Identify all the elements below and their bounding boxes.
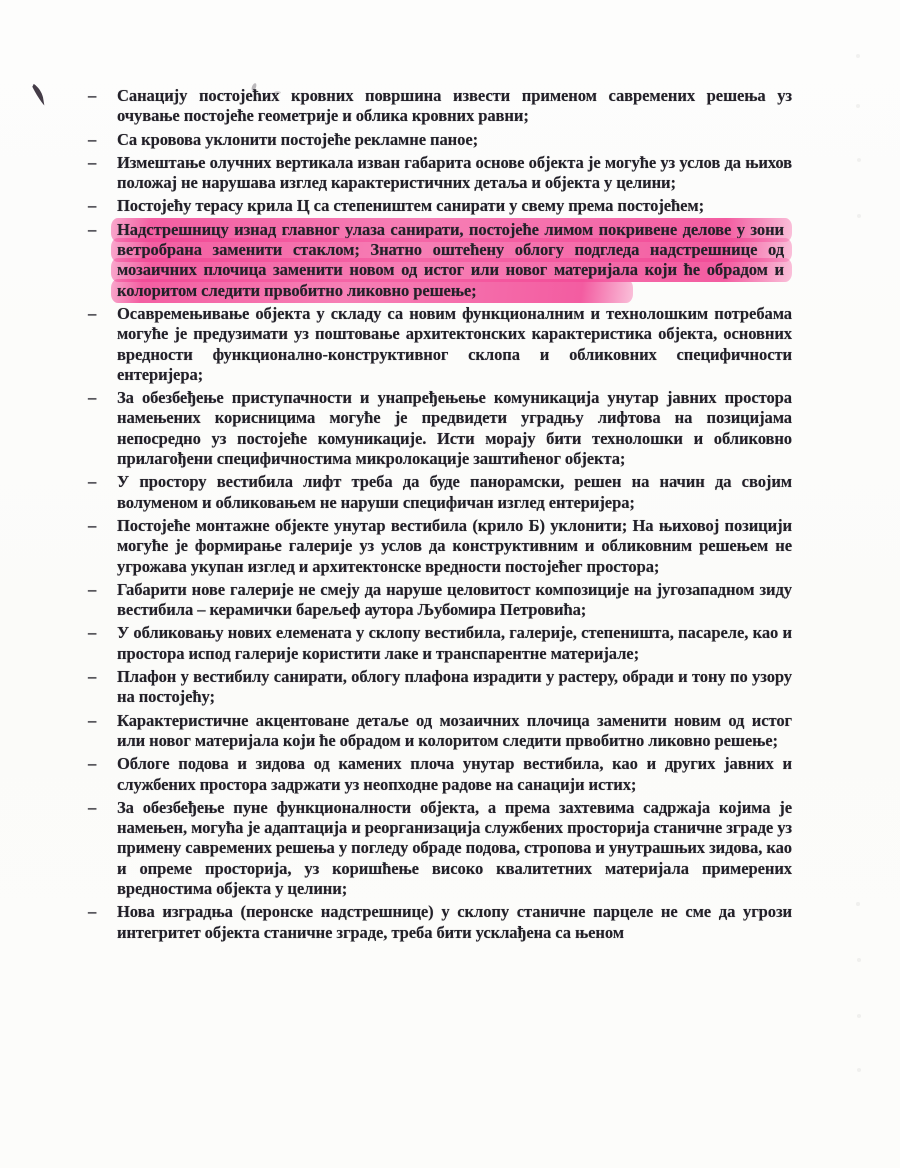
bullet-text: Осавремењивање објекта у складу са новим функционалним и технолошким потребама могуће је предузимати уз поштовање архитектонских карактеристика објекта, основних вредности функционално-конструктивног склопа и обликовних специфичности ентеријера;	[117, 303, 792, 384]
list-item	[88, 388, 792, 469]
bullet-text: Постојећу терасу крила Ц са степеништем санирати у свему према постојећем;	[117, 196, 705, 216]
scan-speck	[857, 158, 861, 162]
list-item	[88, 711, 792, 752]
bullet-dash-icon: –	[88, 623, 97, 643]
bullet-dash-icon: –	[88, 667, 97, 687]
bullet-text	[117, 220, 792, 301]
list-item	[88, 754, 792, 795]
bullet-text: Измештање олучних вертикала изван габарита основе објекта је могуће уз услов да њихов положај не нарушава изглед карактеристичних детаља и објекта у целини;	[117, 152, 792, 193]
bullet-text: Габарити нове галерије не смеју да наруше целовитост композиције на југозападном зиду вестибила – керамички барељеф аутора Љубомира Петровића;	[117, 579, 792, 620]
bullet-dash-icon: –	[88, 219, 97, 239]
list-item	[88, 304, 792, 385]
bullet-dash-icon: –	[88, 86, 97, 105]
list-item	[88, 623, 792, 664]
list-item	[88, 667, 792, 708]
bullet-dash-icon: –	[88, 129, 97, 149]
bullet-text: Карактеристичне акцентоване детаље од мозаичних плочица заменити новим од истог или новог материјала који ће обрадом и колоритом следити првобитно ликовно решење;	[117, 710, 792, 750]
bullet-text: За обезбеђење приступачности и унапређењење комуникација унутар јавних простора намењених корисницима могуће је предвидети уградњу лифтова на позицијама непосредно уз постојеће комуникације. Исти морају бити технолошки и обликовно прилагођени специфичностима микролокације заштићеног објекта;	[117, 388, 792, 469]
bullet-text: Нова изградња (перонске надстрешнице) у склопу станичне парцеле не сме да угрози интегритет објекта станичне зграде, треба бити усклађена са њеном	[117, 902, 792, 942]
scan-speck	[857, 1014, 861, 1018]
bullet-dash-icon: –	[88, 472, 97, 492]
bullet-dash-icon: –	[88, 710, 97, 730]
bullet-dash-icon: –	[88, 515, 97, 535]
bullet-dash-icon: –	[88, 152, 97, 172]
scan-speck	[856, 104, 860, 108]
bullet-dash-icon: –	[88, 797, 97, 817]
list-item	[88, 902, 792, 943]
scan-speck	[856, 902, 860, 906]
bullet-text: У обликовању нових елемената у склопу вестибила, галерије, степеништа, пасареле, као и простора испод галерије користити лаке и транспарентне материјале;	[117, 623, 792, 663]
list-item	[88, 580, 792, 621]
bullet-text: У простору вестибила лифт треба да буде панорамски, решен на начин да својим волуменом и обликовањем не наруши специфичан изглед ентеријера;	[117, 472, 792, 512]
bullet-dash-icon: –	[88, 388, 97, 408]
list-item	[88, 220, 792, 301]
bullet-text: Са кровова уклонити постојеће рекламне паное;	[117, 129, 479, 149]
list-item	[88, 130, 792, 150]
bullet-text: Плафон у вестибилу санирати, облогу плафона израдити у растеру, обради и тону по узору на постојећу;	[117, 667, 792, 707]
bullet-dash-icon: –	[88, 754, 97, 774]
list-item	[88, 86, 792, 127]
scan-speck	[857, 958, 861, 962]
bullet-dash-icon: –	[88, 303, 97, 323]
scan-speck	[857, 214, 861, 218]
scan-speck	[856, 54, 860, 58]
bullet-dash-icon: –	[88, 196, 97, 216]
bullet-text: Санацију постојећих кровних површина извести применом савремених решења уз очување постојеће геометрије и облика кровних равни;	[117, 86, 792, 126]
list-item	[88, 516, 792, 577]
requirements-list	[88, 86, 792, 943]
bullet-dash-icon: –	[88, 579, 97, 599]
scan-speck	[857, 1068, 861, 1072]
bullet-text: За обезбеђење пуне функционалности објекта, а према захтевима садржаја којима је намењен, могућа је адаптација и реорганизација службених просторија станичне зграде уз примену савремених решења у погледу обраде подова, стропова и унутрашњих зидова, као и опреме просторија, уз коришћење високо квалитетних материјала примерених вредностима објекта у целини;	[117, 797, 792, 898]
bullet-text: Постојеће монтажне објекте унутар вестибила (крило Б) уклонити; На њиховој позицији могуће је формирање галерије уз услов да конструктивним и обликовним решењем не угрожава укупан изглед и архитектонске вредности постојећег простора;	[117, 515, 792, 576]
list-item	[88, 798, 792, 899]
bullet-dash-icon: –	[88, 902, 97, 922]
list-item	[88, 153, 792, 194]
ink-tick-mark	[28, 83, 53, 112]
highlighted-passage-text: Надстрешницу изнад главног улаза санирати, постојеће лимом покривене делове у зони ветробрана заменити стаклом; Знатно оштећену облогу подгледа надстрешнице од мозаичних плочица заменити новом од истог или новог материјала који ће обрадом и колоритом следити првобитно ликовно решење;	[117, 219, 784, 300]
list-item	[88, 472, 792, 513]
list-item	[88, 196, 792, 216]
bullet-text: Облоге подова и зидова од камених плоча унутар вестибила, као и других јавних и службених простора задржати уз неопходне радове на санацији истих;	[117, 754, 792, 794]
highlighter-stroke-tail	[477, 294, 625, 296]
document-body	[88, 86, 792, 946]
highlighted-passage	[111, 218, 792, 303]
